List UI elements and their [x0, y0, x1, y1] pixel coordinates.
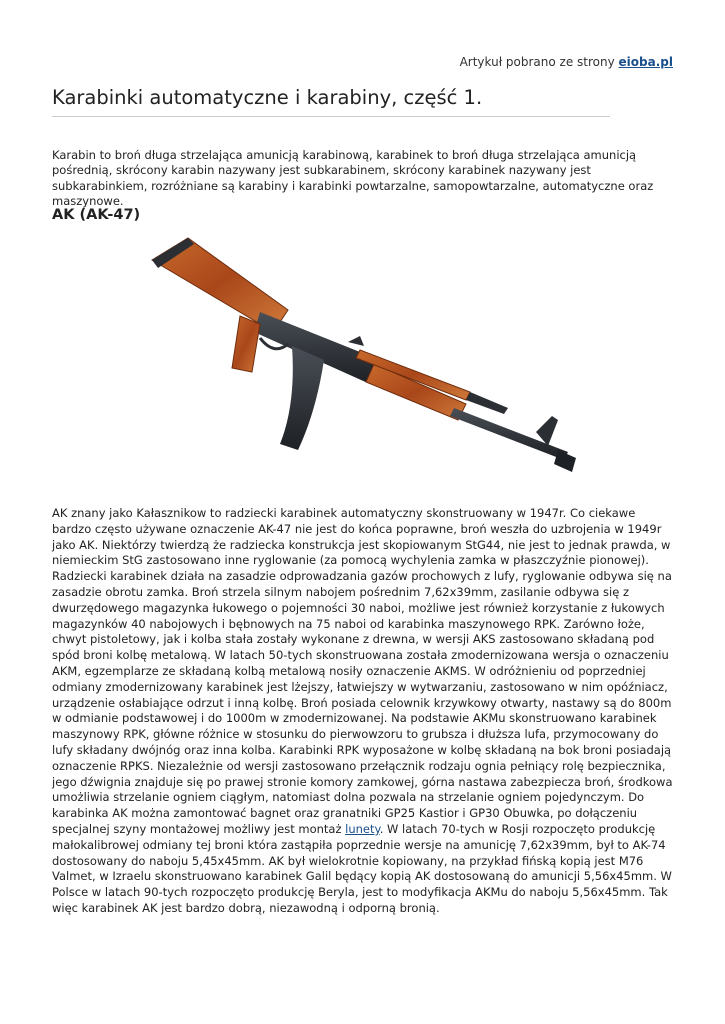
intro-paragraph: Karabin to broń długa strzelająca amunicją karabinową, karabinek to broń długa strzelająca amunicją pośrednią, skrócony karabin nazywany jest subkarabinem, skrócony karabinek nazywany jest subkarabinkiem, rozróżniane są karabiny i karabinki powtarzalne, samopowtarzalne, automatyczne oraz maszynowe. [52, 148, 654, 208]
title-divider [52, 116, 610, 117]
body-paragraph [52, 506, 677, 917]
article-title: Karabinki automatyczne i karabiny, część 1. [52, 86, 483, 109]
rifle-image [148, 232, 578, 490]
source-line [460, 55, 673, 69]
body-text-part1: AK znany jako Kałasznikow to radziecki karabinek automatyczny skonstruowany w 1947r. Co ciekawe bardzo często używane oznaczenie AK-47 nie jest do końca poprawne, broń weszła do uzbrojenia w 1949r jako AK. Niektórzy twierdzą że radziecka konstrukcja jest skopiowanym StG44, nie jest to jednak prawda, w niemieckim StG zastosowano inne ryglowanie (za pomocą wychylenia zamka w płaszczyźnie pionowej). Radziecki karabinek działa na zasadzie odprowadzania gazów prochowych z lufy, ryglowanie odbywa się na zasadzie obrotu zamka. Broń strzela silnym nabojem pośrednim 7,62x39mm, zasilanie odbywa się z dwurzędowego magazynka łukowego o pojemności 30 naboi, możliwe jest również korzystanie z łukowych magazynków 40 nabojowych i bębnowych na 75 naboi od karabinka maszynowego RPK. Zarówno łoże, chwyt pistoletowy, jak i kolba stała zostały wykonane z drewna, w wersji AKS zastosowano składaną pod spód broni kolbę metalową. W latach 50-tych skonstruowana została zmodernizowana wersja o oznaczeniu AKM, egzemplarze ze składaną kolbą metalową nosiły oznaczenie AKMS. W odróżnieniu od poprzedniej odmiany zmodernizowany karabinek jest lżejszy, łatwiejszy w wytwarzaniu, zastosowano w nim opóźniacz, urządzenie osłabiające odrzut i inną kolbę. Broń posiada celownik krzywkowy otwarty, nastawy są do 800m w odmianie podstawowej i do 1000m w zmodernizowanej. Na podstawie AKMu skonstruowano karabinek maszynowy RPK, główne różnice w stosunku do pierwowzoru to grubsza i dłuższa lufa, przymocowany do lufy składany dwójnóg oraz inna kolba. Karabinki RPK wyposażone w kolbę składaną na bok broni posiadają oznaczenie RPKS. Niezależnie od wersji zastosowano przełącznik rodzaju ognia pełniący rolę bezpiecznika, jego dźwignia znajduje się po prawej stronie komory zamkowej, górna nastawa zabezpiecza broń, środkowa umożliwia strzelanie ogniem ciągłym, natomiast dolna pozwala na strzelanie ogniem pojedynczym. Do karabinka AK można zamontować bagnet oraz granatniki GP25 Kastior i GP30 Obuwka, po dołączeniu specjalnej szyny montażowej możliwy jest montaż [52, 506, 673, 836]
source-prefix: Artykuł pobrano ze strony [459, 55, 615, 69]
body-text-part2: . W latach 70-tych w Rosji rozpoczęto produkcję małokalibrowej odmiany tej broni która zastąpiła poprzednie wersje na amunicję 7,62x39mm, był to AK-74 dostosowany do naboju 5,45x45mm. AK był wielokrotnie kopiowany, na przykład fińską kopią jest M76 Valmet, w Izraelu skonstruowano karabinek Galil będący kopią AK dostosowaną do amunicji 5,56x45mm. W Polsce w latach 90-tych rozpoczęto produkcję Beryla, jest to modyfikacja AKMu do naboju 5,56x45mm. Tak więc karabinek AK jest bardzo dobrą, niezawodną i odporną bronią. [52, 821, 672, 915]
section-heading: AK (AK-47) [52, 207, 141, 223]
source-link[interactable]: eioba.pl [618, 55, 673, 69]
rifle-photo-icon [148, 232, 578, 490]
lunety-link[interactable]: lunety [345, 821, 380, 836]
